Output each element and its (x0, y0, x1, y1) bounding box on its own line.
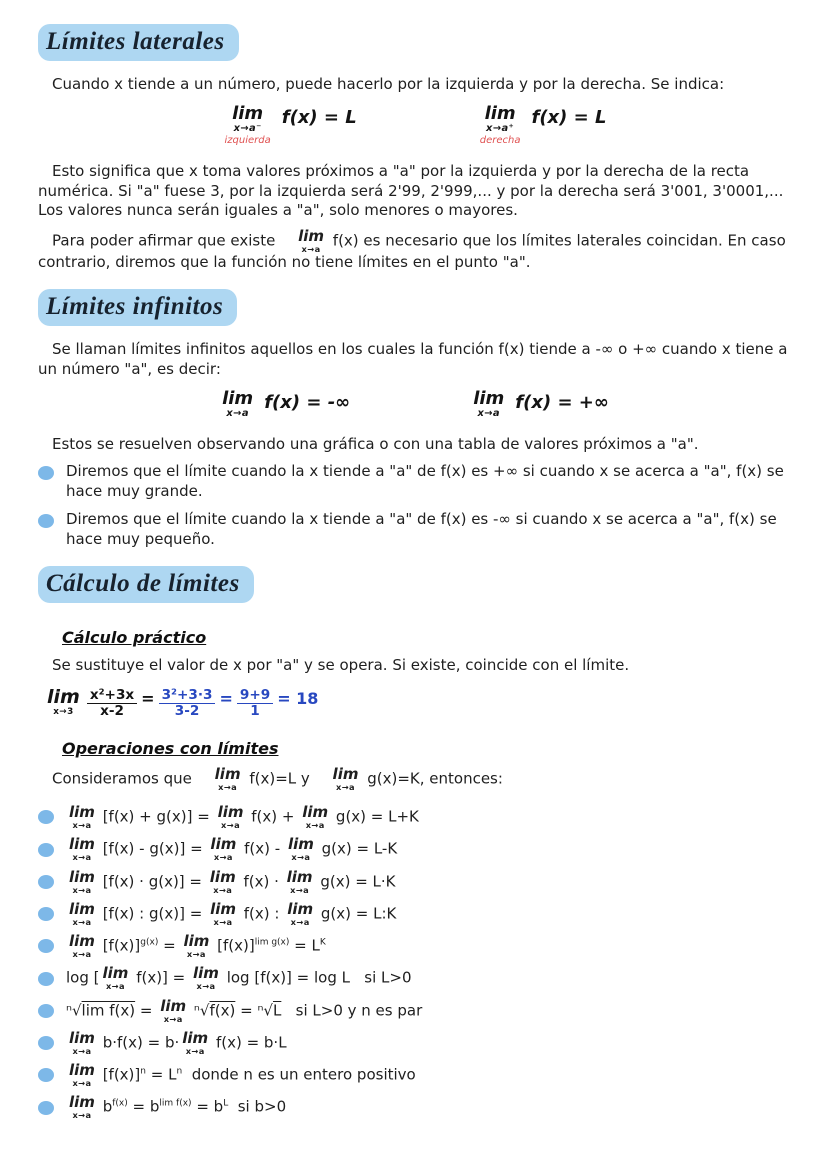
math-right-lateral-limit (477, 102, 607, 146)
math-infinite-limits (38, 387, 790, 419)
lim-stack (479, 102, 521, 146)
bullet-text: Diremos que el límite cuando la x tiende a "a" de f(x) es -∞ si cuando x se acerca a "a", f(x) se hace muy pequeño. (66, 510, 777, 548)
paragraph-intro-laterales: Cuando x tiende a un número, puede hacerlo por la izquierda y por la derecha. Se indica: (52, 75, 725, 93)
infinite-limit-bullets (38, 462, 790, 549)
lim-stack (222, 387, 254, 419)
paragraph-existence-condition: Para poder afirmar que existe lim x→a f(x) es necesario que los límites laterales coincidan. En caso contrario, diremos que la función no tiene límites en el punto "a". (38, 227, 786, 272)
operation-quotient (38, 899, 790, 927)
bullet-dot-icon (38, 1036, 54, 1050)
subtitle-operaciones-con-limites: Operaciones con límites (62, 738, 279, 758)
operation-root (38, 996, 790, 1024)
bullet-dot-icon (38, 843, 54, 857)
operation-formula: lim x→a [f(x) + g(x)] = lim x→a f(x) + lim x→a g(x) = L+K (69, 803, 419, 831)
math-worked-example: lim x→3 $\frac{\text{x²+3x}}{x-2}$ = $\frac{\text{3²+3·3}}{3-2}$ = $\frac{9+9}{1}$ = 18 (47, 685, 319, 720)
lim-label-derecha: derecha (479, 134, 521, 146)
operation-formula: lim x→a $b^{f(x)} = b^{lim f(x)} = b^L$ si b>0 (69, 1093, 287, 1121)
operation-product (38, 867, 790, 895)
math-minus-infinity-limit (219, 387, 351, 419)
math-expression: f(x) = +∞ (515, 391, 609, 413)
paragraph-intro-infinitos: Se llaman límites infinitos aquellos en los cuales la función f(x) tiende a -∞ o +∞ cuando x tiene a un número "a", es decir: (38, 340, 788, 378)
section-title-limites-infinitos: Límites infinitos (38, 289, 237, 326)
operation-formula: lim x→a [f(x) - g(x)] = lim x→a f(x) - lim x→a g(x) = L-K (69, 835, 398, 863)
lim-label-izquierda: izquierda (224, 134, 271, 146)
lim-subscript: x→a (226, 407, 249, 419)
paragraph-resolution: Estos se resuelven observando una gráfica o con una tabla de valores próximos a "a". (52, 434, 699, 453)
section-title-calculo-de-limites: Cálculo de límites (38, 566, 254, 603)
lim-word: lim (222, 387, 254, 409)
section-calculo-de-limites (38, 566, 790, 1120)
bullet-dot-icon (38, 1004, 54, 1018)
lim-word: lim (473, 387, 505, 409)
lim-word: lim (232, 102, 264, 124)
bullet-dot-icon (38, 514, 54, 528)
bullet-dot-icon (38, 810, 54, 824)
bullet-dot-icon (38, 1068, 54, 1082)
math-lateral-limits (38, 102, 790, 146)
bullet-dot-icon (38, 972, 54, 986)
operation-formula: lim x→a $[f(x)]^n = L^n$ donde n es un entero positivo (69, 1061, 416, 1089)
paragraph-explanation: Esto significa que x toma valores próximos a "a" por la izquierda y por la derecha de la recta numérica. Si "a" fuese 3, por la izquierda será 2'99, 2'999,... y por la derecha será 3'001, 3'0001,... Los valores nunca serán iguales a "a", solo menores o mayores. (38, 161, 784, 220)
bullet-dot-icon (38, 466, 54, 480)
math-plus-infinity-limit (470, 387, 609, 419)
section-limites-infinitos (38, 289, 790, 549)
bullet-dot-icon (38, 939, 54, 953)
operation-formula: lim x→a $[f(x)]^{g(x)}$ = lim x→a $[f(x)]^{lim g(x)} = L^K$ (69, 932, 326, 960)
math-expression: f(x) = -∞ (264, 391, 351, 413)
lim-subscript: x→a⁻ (233, 122, 262, 134)
lim-word: lim (484, 102, 516, 124)
bullet-dot-icon (38, 1101, 54, 1115)
bullet-dot-icon (38, 907, 54, 921)
bullet-dot-icon (38, 875, 54, 889)
subtitle-calculo-practico: Cálculo práctico (62, 627, 207, 647)
lim-subscript: x→a (477, 407, 500, 419)
operation-logarithm (38, 966, 790, 990)
operation-power (38, 934, 790, 958)
operation-formula: lim x→a [f(x) · g(x)] = lim x→a f(x) · lim x→a g(x) = L·K (69, 867, 396, 895)
operation-exponential (38, 1095, 790, 1119)
operation-difference (38, 837, 790, 861)
section-limites-laterales (38, 24, 790, 273)
operation-formula: lim x→a b·f(x) = b· lim x→a f(x) = b·L (69, 1028, 287, 1056)
math-expression: f(x) = L (281, 106, 357, 128)
list-item (38, 510, 790, 550)
section-title-limites-laterales: Límites laterales (38, 24, 239, 61)
math-expression: f(x) = L (531, 106, 607, 128)
lim-stack (224, 102, 271, 146)
operation-nth-power (38, 1063, 790, 1087)
math-left-lateral-limit (222, 102, 357, 146)
lim-subscript: x→a⁺ (486, 122, 515, 134)
lim-stack (473, 387, 505, 419)
operation-formula: log [ lim x→a f(x)] = lim x→a log [f(x)] = log L si L>0 (66, 964, 412, 992)
paragraph-substitution: Se sustituye el valor de x por "a" y se opera. Si existe, coincide con el límite. (52, 655, 630, 674)
operation-sum (38, 805, 790, 829)
paragraph-consideramos: Consideramos que lim x→a f(x)=L y lim x→a g(x)=K, entonces: (52, 764, 503, 792)
bullet-text: Diremos que el límite cuando la x tiende a "a" de f(x) es +∞ si cuando x se acerca a "a", f(x) se hace muy grande. (66, 462, 784, 501)
operation-formula: lim x→a [f(x) : g(x)] = lim x→a f(x) : lim x→a g(x) = L:K (69, 899, 397, 927)
operation-formula: ⁿ√lim f(x) = lim x→a ⁿ√f(x) = ⁿ√L si L>0 y n es par (66, 996, 423, 1024)
list-item (38, 462, 790, 502)
operation-constant-multiple (38, 1028, 790, 1056)
limit-operations-list (38, 805, 790, 1120)
